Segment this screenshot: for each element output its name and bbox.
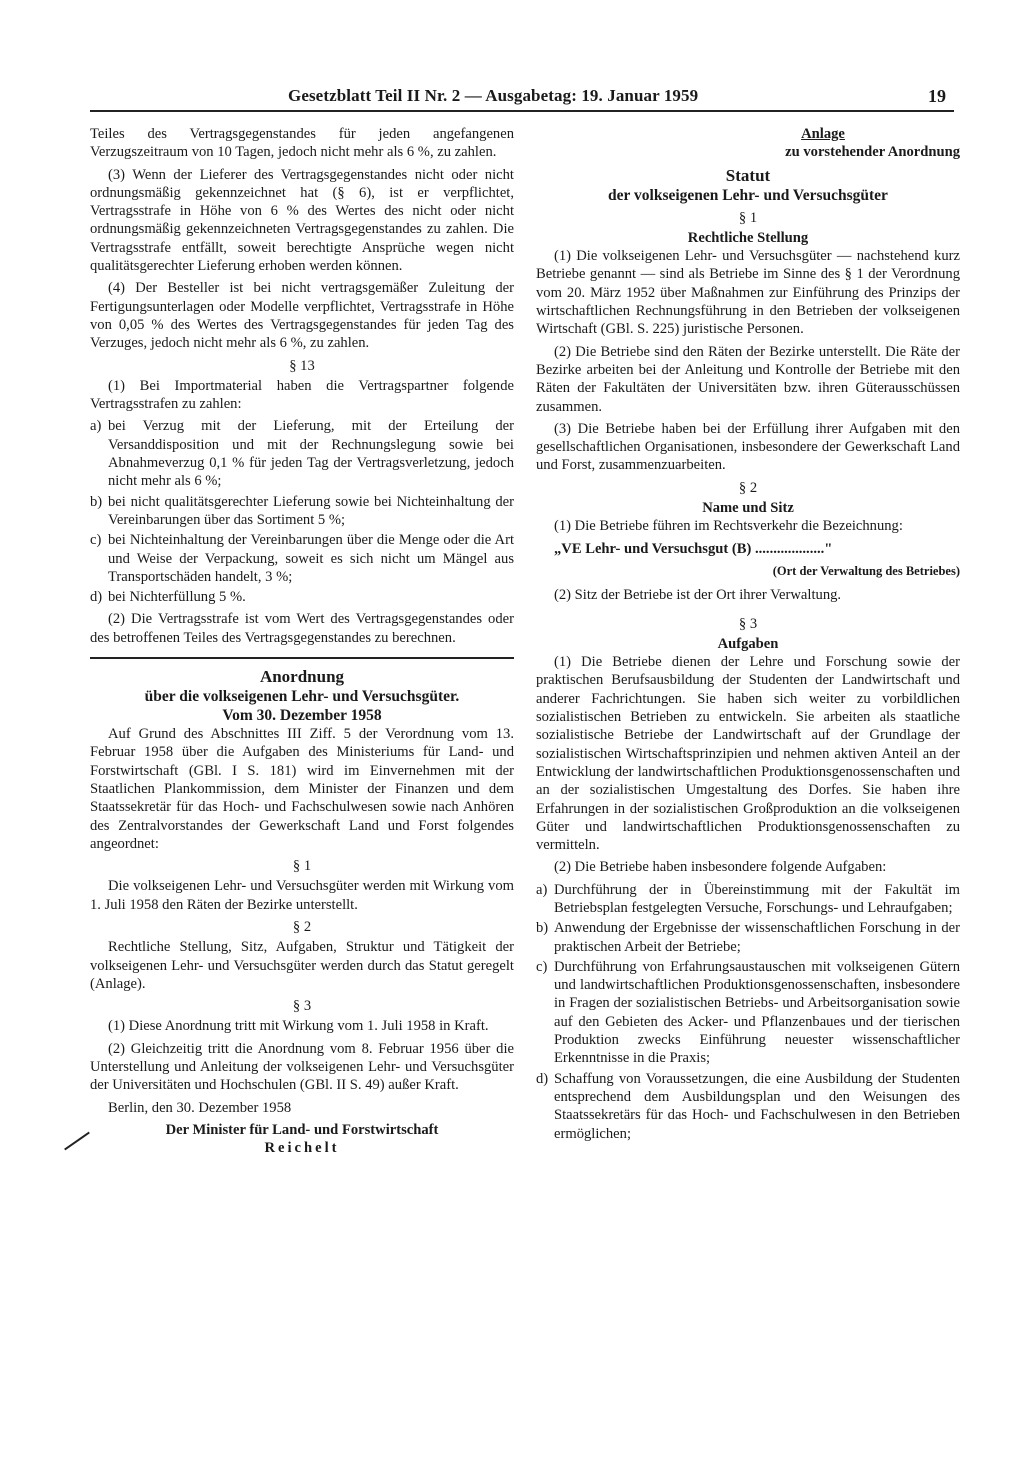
list-item-label: c): [536, 958, 548, 975]
list-item-label: d): [536, 1070, 549, 1087]
ordinance-section-1-heading: § 1: [292, 858, 312, 875]
statute-section-3-paragraph-1: (1) Die Betriebe dienen der Lehre und Forschung sowie der praktischen Berufsausbildung der Studenten der Landwirtschaft und anderer Fachrichtungen. Sie haben sich weiter zu vorbildlichen sozialistischen Betrieben zu entwickeln. Sie arbeiten als staatliche sozialistische Betriebe der Landwirtschaft auf der Grundlage der sozialistischen Wirtschaftsprinzipien und nehmen aktiven Anteil an der Entwicklung der landwirtschaftlichen Produktionsgenossenschaften und an der sozialistischen Umgestaltung des Dorfes. Sie haben ihre Erfahrungen in der sozialistischen Großproduktion an die volkseigenen Güter und landwirtschaftlichen Produktionsgenossenschaften zu vermitteln.: [536, 654, 960, 854]
list-item-text: bei Verzug mit der Lieferung, mit der Erteilung der Versanddisposition und mit der Rechnungslegung sowie bei Abnahmeverzug 0,1 % für jeden Tag der Vertragsverletzung, jedoch nicht mehr als 6 %;: [108, 418, 514, 490]
statute-section-1-paragraph-3: (3) Die Betriebe haben bei der Erfüllung ihrer Aufgaben mit den gesellschaftlichen Organisationen, insbesondere der Gewerkschaft Land und Forst, zusammenzuarbeiten.: [536, 420, 960, 474]
statute-section-1-title: Rechtliche Stellung: [687, 229, 809, 246]
list-item-text: bei Nichteinhaltung der Vereinbarungen über die Menge oder die Art und Weise der Verpackung, soweit es sich nicht um Mängel aus Transportschäden handelt, 3 %;: [108, 532, 514, 585]
statute-title: Statut: [725, 165, 771, 185]
paragraph-12-4: (4) Der Besteller ist bei nicht vertragsgemäßer Zuleitung der Fertigungsunterlagen oder Modelle verpflichtet, Vertragsstrafe in Höhe von 0,05 % des Wertes des Vertragsgegenstandes für jeden Tag des Verzuges, jedoch nicht mehr als 6 %, zu zahlen.: [90, 280, 514, 352]
list-item-text: Durchführung der in Übereinstimmung mit der Fakultät im Betriebsplan festgelegten Versuche, Forschungs- und Lehraufgaben;: [554, 881, 960, 916]
statute-section-2-heading: § 2: [738, 479, 758, 496]
ordinance-title: Anordnung: [259, 667, 345, 687]
list-item-label: b): [90, 493, 103, 510]
statute-section-3-list: [536, 881, 960, 1143]
list-item-text: Anwendung der Ergebnisse der wissenschaftlichen Forschung in der praktischen Arbeit der Betriebe;: [554, 920, 960, 955]
signer-name: Reichelt: [264, 1140, 340, 1157]
statute-section-2-paragraph-2: (2) Sitz der Betriebe ist der Ort ihrer Verwaltung.: [554, 587, 842, 604]
list-item: [90, 531, 514, 586]
list-item: [90, 493, 514, 530]
list-item: [536, 958, 960, 1068]
page-number: 19: [928, 86, 946, 106]
list-item-label: c): [90, 532, 102, 549]
list-item-label: b): [536, 920, 549, 937]
margin-pen-mark: [64, 1132, 90, 1151]
list-item: [536, 881, 960, 918]
list-item: [90, 588, 514, 606]
list-item-label: a): [90, 418, 102, 435]
statute-business-name: „VE Lehr- und Versuchsgut (B) ...................": [554, 540, 833, 557]
ordinance-preamble: Auf Grund des Abschnittes III Ziff. 5 der Verordnung vom 13. Februar 1958 über die Aufgaben des Ministeriums für Land- und Forstwirtschaft (GBl. I S. 181) wird im Einvernehmen mit der Staatlichen Plankommission, dem Minister der Finanzen und dem Staatssekretär für das Hoch- und Fachschulwesen sowie nach Anhören des Zentralvorstandes der Gewerkschaft Land und Forst folgendes angeordnet:: [90, 726, 514, 852]
right-column: [536, 125, 960, 1147]
ordinance-section-2-text: Rechtliche Stellung, Sitz, Aufgaben, Struktur und Tätigkeit der volkseigenen Lehr- und Versuchsgüter werden durch das Statut geregelt (Anlage).: [90, 939, 514, 992]
statute-section-1-paragraph-2: (2) Die Betriebe sind den Räten der Bezirke unterstellt. Die Räte der Bezirke arbeiten bei der Anleitung und Kontrolle der Betriebe mit den Räten der Fakultäten der Universitäten bzw. ihren Güterausschüssen zusammen.: [536, 343, 960, 415]
list-item-text: bei Nichterfüllung 5 %.: [108, 589, 246, 606]
header-rule: [90, 110, 954, 112]
list-item-label: d): [90, 589, 103, 606]
ordinance-date: Vom 30. Dezember 1958: [222, 707, 382, 725]
ordinance-section-2-heading: § 2: [292, 918, 312, 935]
paragraph-continuation: Teiles des Vertragsgegenstandes für jeden angefangenen Verzugszeitraum von 10 Tagen, jedoch nicht mehr als 6 %, zu zahlen.: [90, 126, 514, 161]
statute-section-2-title: Name und Sitz: [702, 500, 794, 517]
list-item-text: bei nicht qualitätsgerechter Lieferung sowie bei Nichteinhaltung der Vereinbarungen über das Sortiment 5 %;: [108, 493, 514, 528]
list-item-text: Schaffung von Voraussetzungen, die eine Ausbildung der Studenten entsprechend dem Ausbildungsplan und den Weisungen des Staatssekretärs für das Hoch- und Fachschulwesen in den Betrieben ermöglichen;: [554, 1070, 960, 1142]
statute-section-3-heading: § 3: [738, 615, 758, 632]
statute-name-note: (Ort der Verwaltung des Betriebes): [772, 563, 960, 578]
statute-section-1-heading: § 1: [738, 209, 758, 226]
section-13-paragraph-2: (2) Die Vertragsstrafe ist vom Wert des Vertragsgegenstandes oder des betroffenen Teiles des Vertragsgegenstandes zu berechnen.: [90, 611, 514, 646]
list-item-label: a): [536, 881, 548, 898]
section-13-intro: (1) Bei Importmaterial haben die Vertragspartner folgende Vertragsstrafen zu zahlen:: [90, 377, 514, 413]
ordinance-section-1-text: Die volkseigenen Lehr- und Versuchsgüter werden mit Wirkung vom 1. Juli 1958 den Räten der Bezirke unterstellt.: [90, 878, 514, 913]
list-item: [536, 1070, 960, 1143]
list-item: [90, 417, 514, 490]
ordinance-section-3-paragraph-1: (1) Diese Anordnung tritt mit Wirkung vom 1. Juli 1958 in Kraft.: [108, 1018, 489, 1035]
statute-section-2-paragraph-1: (1) Die Betriebe führen im Rechtsverkehr die Bezeichnung:: [554, 518, 903, 535]
section-13-list: [90, 417, 514, 606]
ordinance-section-3-heading: § 3: [292, 998, 312, 1015]
statute-section-3-paragraph-2: (2) Die Betriebe haben insbesondere folgende Aufgaben:: [554, 859, 887, 876]
paragraph-12-3: (3) Wenn der Lieferer des Vertragsgegenstandes nicht oder nicht ordnungsmäßig gekennzeichnet hat (§ 6), ist er verpflichtet, Vertragsstrafe in Höhe von 6 % des Wertes des nicht oder nicht ordnungsmäßig gekennzeichneten Vertragsgegenstandes zu zahlen. Die Vertragsstrafe entfällt, soweit berechtigte Ansprüche wegen nicht qualitätsgerechter Lieferung erhoben werden können.: [90, 166, 514, 275]
left-column: [90, 125, 514, 1158]
page-header-title: Gesetzblatt Teil II Nr. 2 — Ausgabetag: 19. Januar 1959: [288, 86, 699, 105]
statute-subtitle: der volkseigenen Lehr- und Versuchsgüter: [608, 186, 888, 204]
ordinance-subtitle: über die volkseigenen Lehr- und Versuchsgüter.: [144, 688, 460, 706]
statute-section-3-title: Aufgaben: [717, 635, 779, 652]
statute-section-1-paragraph-1: (1) Die volkseigenen Lehr- und Versuchsgüter — nachstehend kurz Betriebe genannt — sind als Betriebe im Sinne des § 1 der Verordnung vom 20. März 1952 über Maßnahmen zur Einführung des Prinzips der wirtschaftlichen Rechnungsführung in den Betrieben der volkseigenen Wirtschaft (GBl. S. 225) juristische Personen.: [536, 248, 960, 338]
list-item-text: Durchführung von Erfahrungsaustauschen mit volkseigenen Gütern und landwirtschaftlichen Produktionsgenossenschaften, insbesondere in Fragen der sozialistischen Betriebs- und Arbeitsorganisation sowie auf den Gebieten des Acker- und Pflanzenbaues und der tierischen Produktion zwecks Einführung neuester wissenschaftlicher Erkenntnisse in die Praxis;: [554, 958, 960, 1067]
signer-title: Der Minister für Land- und Forstwirtschaft: [165, 1121, 439, 1138]
list-item: [536, 919, 960, 956]
annex-label: Anlage: [801, 126, 845, 142]
section-divider: [90, 657, 514, 659]
annex-reference: zu vorstehender Anordnung: [785, 144, 960, 161]
section-13-heading: § 13: [289, 357, 315, 374]
ordinance-section-3-paragraph-2: (2) Gleichzeitig tritt die Anordnung vom 8. Februar 1956 über die Unterstellung und Anleitung der volkseigenen Lehr- und Versuchsgüter der Universitäten und Hochschulen (GBl. II S. 49) außer Kraft.: [90, 1040, 514, 1094]
date-line: Berlin, den 30. Dezember 1958: [108, 1099, 292, 1116]
